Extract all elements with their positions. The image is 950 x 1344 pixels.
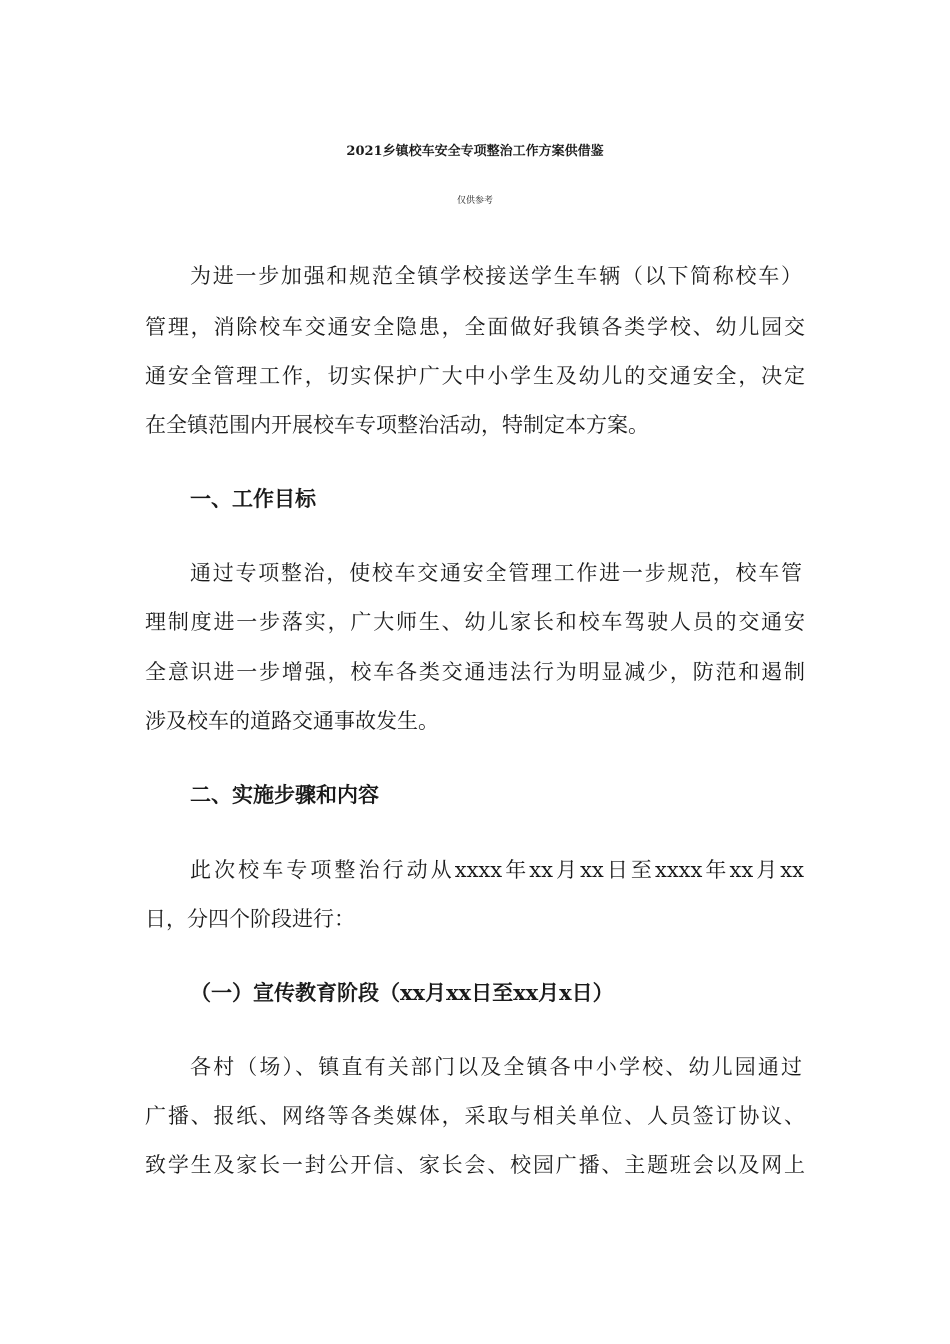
subsection-heading: （一）宣传教育阶段（xx月xx日至xx月x日） (190, 980, 614, 1005)
document-subtitle: 仅供参考 (456, 196, 493, 206)
paragraph-line: 为进一步加强和规范全镇学校接送学生车辆（以下简称校车） (190, 264, 802, 288)
paragraph-line: 此次校车专项整治行动从xxxx年xx月xx日至xxxx年xx月xx (190, 858, 804, 882)
paragraph-line: 在全镇范围内开展校车专项整治活动，特制定本方案。 (145, 413, 649, 437)
paragraph-line: 理制度进一步落实，广大师生、幼儿家长和校车驾驶人员的交通安 (145, 610, 805, 634)
paragraph-line: 致学生及家长一封公开信、家长会、校园广播、主题班会以及网上 (145, 1153, 805, 1177)
paragraph-line: 管理，消除校车交通安全隐患，全面做好我镇各类学校、幼儿园交 (145, 315, 805, 339)
section-heading: 一、工作目标 (190, 486, 316, 511)
paragraph-line: 日，分四个阶段进行： (145, 907, 355, 931)
paragraph-line: 全意识进一步增强，校车各类交通违法行为明显减少，防范和遏制 (145, 660, 805, 684)
section-heading: 二、实施步骤和内容 (190, 782, 379, 807)
paragraph-line: 广播、报纸、网络等各类媒体，采取与相关单位、人员签订协议、 (145, 1104, 805, 1128)
paragraph-line: 各村（场）、镇直有关部门以及全镇各中小学校、幼儿园通过 (190, 1055, 802, 1079)
document-title: 2021乡镇校车安全专项整治工作方案供借鉴 (346, 144, 604, 159)
paragraph-line: 通过专项整治，使校车交通安全管理工作进一步规范，校车管 (190, 561, 802, 585)
paragraph-line: 通安全管理工作，切实保护广大中小学生及幼儿的交通安全，决定 (145, 364, 805, 388)
paragraph-line: 涉及校车的道路交通事故发生。 (145, 709, 439, 733)
